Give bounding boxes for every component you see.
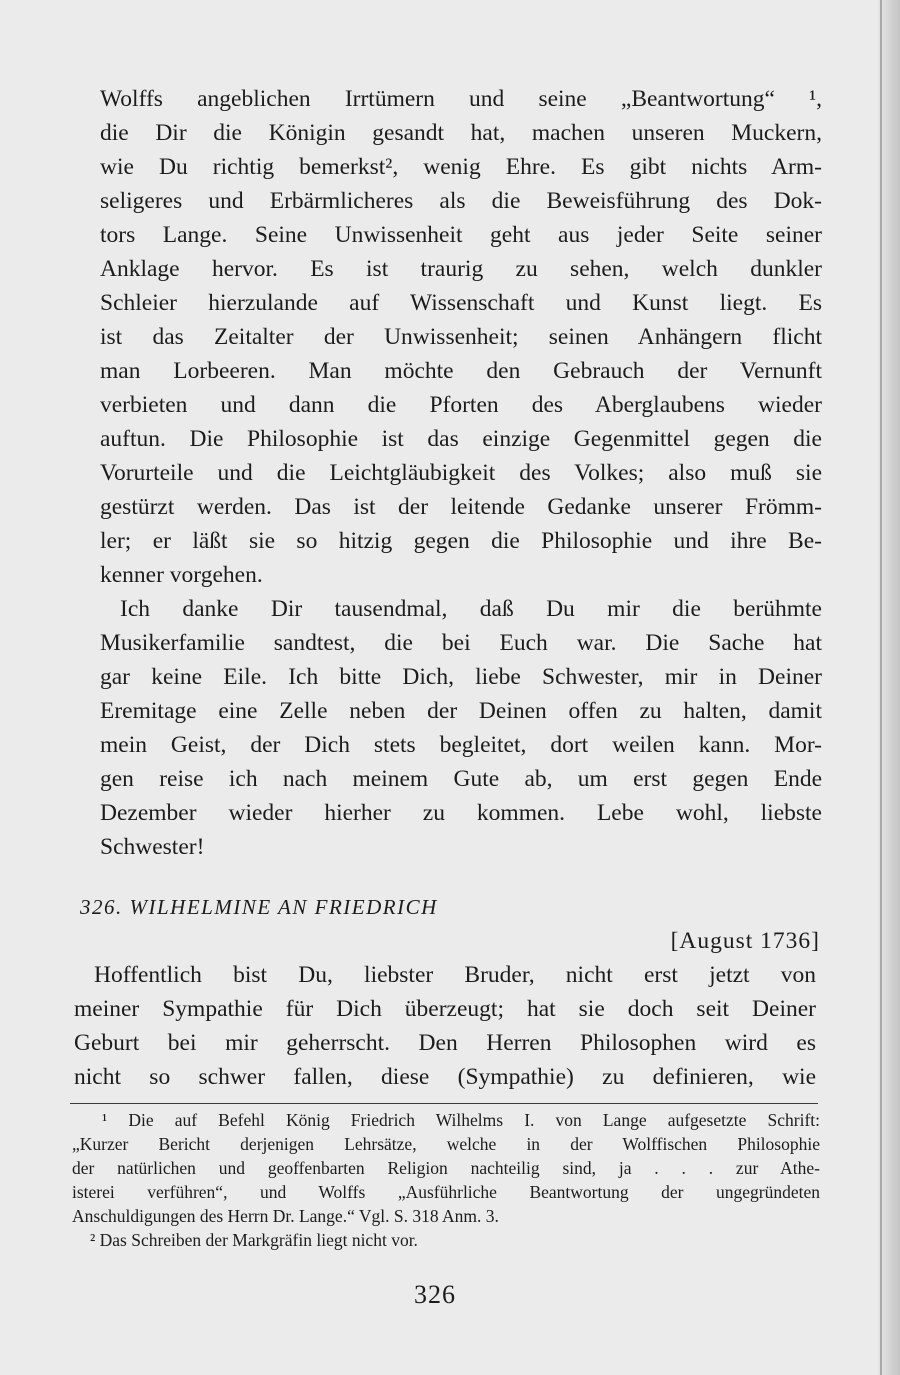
text-line: auftun. Die Philosophie ist das einzige Gegenmittel gegen die	[100, 426, 822, 452]
text-line: mein Geist, der Dich stets begleitet, dort weilen kann. Mor-	[100, 732, 822, 758]
letter-date: [August 1736]	[670, 928, 820, 954]
footnote-1-line: isterei verführen“, und Wolffs „Ausführliche Beantwortung der ungegründeten	[72, 1182, 820, 1202]
text-line: gestürzt werden. Das ist der leitende Gedanke unserer Frömm-	[100, 494, 822, 520]
text-line: Wolffs angeblichen Irrtümern und seine „Beantwortung“ ¹,	[100, 86, 822, 112]
footnote-1-line: der natürlichen und geoffenbarten Religion nachteilig sind, ja . . . zur Athe-	[72, 1158, 820, 1178]
text-line: Anklage hervor. Es ist traurig zu sehen, welch dunkler	[100, 256, 822, 282]
page-number: 326	[414, 1280, 456, 1309]
text-line: seligeres und Erbärmlicheres als die Beweisführung des Dok-	[100, 188, 822, 214]
text-line: gar keine Eile. Ich bitte Dich, liebe Schwester, mir in Deiner	[100, 664, 822, 690]
text-line: nicht so schwer fallen, diese (Sympathie) zu definieren, wie	[74, 1064, 816, 1090]
footnote-rule	[70, 1103, 818, 1104]
text-line: Vorurteile und die Leichtgläubigkeit des Volkes; also muß sie	[100, 460, 822, 486]
footnote-2: ² Das Schreiben der Markgräfin liegt nicht vor.	[90, 1230, 418, 1250]
text-line: kenner vorgehen.	[100, 562, 263, 588]
letter-body-1	[100, 82, 822, 864]
text-line: gen reise ich nach meinem Gute ab, um erst gegen Ende	[100, 766, 822, 792]
text-line: verbieten und dann die Pforten des Aberglaubens wieder	[100, 392, 822, 418]
letter-body-2	[74, 958, 816, 1094]
text-line: ler; er läßt sie so hitzig gegen die Philosophie und ihre Be-	[100, 528, 822, 554]
text-line: wie Du richtig bemerkst², wenig Ehre. Es gibt nichts Arm-	[100, 154, 822, 180]
footnotes	[72, 1108, 820, 1252]
footnote-1-line: Anschuldigungen des Herrn Dr. Lange.“ Vgl. S. 318 Anm. 3.	[72, 1206, 499, 1226]
text-line: Dezember wieder hierher zu kommen. Lebe wohl, liebste	[100, 800, 822, 826]
text-line: tors Lange. Seine Unwissenheit geht aus jeder Seite seiner	[100, 222, 822, 248]
text-line: ist das Zeitalter der Unwissenheit; seinen Anhängern flicht	[100, 324, 822, 350]
text-line: Eremitage eine Zelle neben der Deinen offen zu halten, damit	[100, 698, 822, 724]
text-line: meiner Sympathie für Dich überzeugt; hat sie doch seit Deiner	[74, 996, 816, 1022]
text-line: Hoffentlich bist Du, liebster Bruder, nicht erst jetzt von	[94, 962, 816, 988]
letter-heading: 326. WILHELMINE AN FRIEDRICH	[80, 895, 438, 919]
footnote-1-line: „Kurzer Bericht derjenigen Lehrsätze, welche in der Wolffischen Philosophie	[72, 1134, 820, 1154]
text-line: die Dir die Königin gesandt hat, machen unseren Muckern,	[100, 120, 822, 146]
text-line: Schleier hierzulande auf Wissenschaft und Kunst liegt. Es	[100, 290, 822, 316]
text-line: man Lorbeeren. Man möchte den Gebrauch der Vernunft	[100, 358, 822, 384]
text-line: Ich danke Dir tausendmal, daß Du mir die berühmte	[120, 596, 822, 622]
page-edge	[878, 0, 900, 1375]
text-line: Schwester!	[100, 834, 205, 860]
footnote-1-line: ¹ Die auf Befehl König Friedrich Wilhelms I. von Lange aufgesetzte Schrift:	[102, 1110, 820, 1130]
text-line: Musikerfamilie sandtest, die bei Euch war. Die Sache hat	[100, 630, 822, 656]
text-line: Geburt bei mir geherrscht. Den Herren Philosophen wird es	[74, 1030, 816, 1056]
